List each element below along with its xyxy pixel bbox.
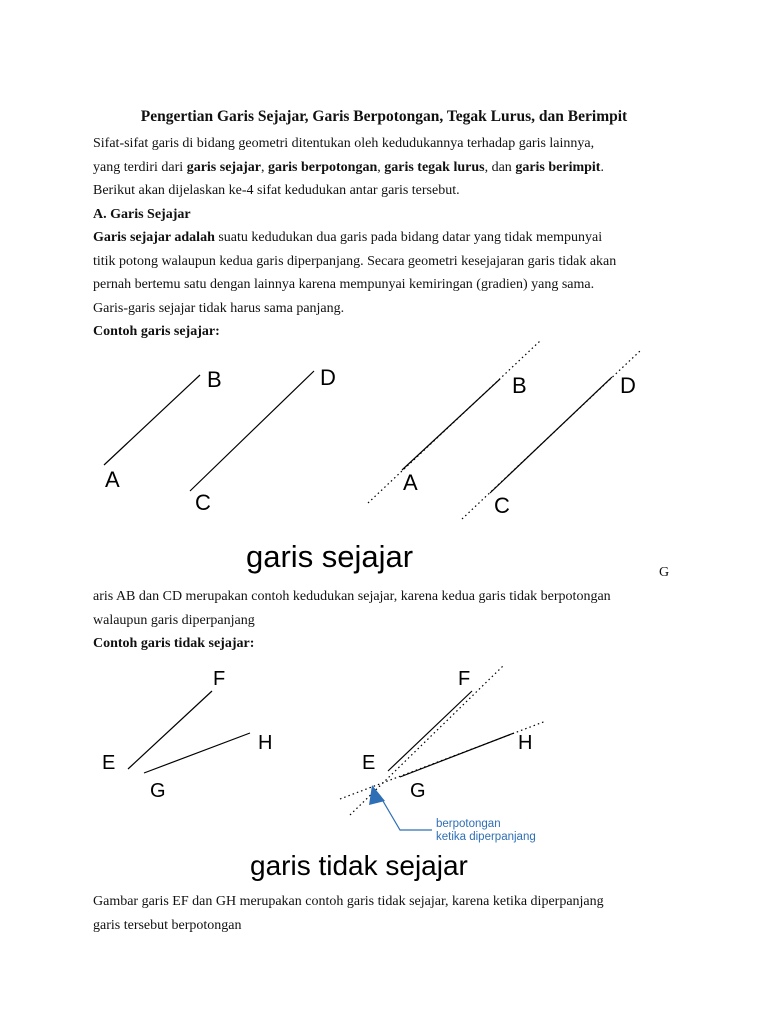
label-h: H [518, 732, 533, 754]
figure-caption: garis tidak sejajar [250, 850, 468, 881]
term-garis-sejajar: garis sejajar [186, 159, 261, 175]
term-garis-tegak-lurus: garis tegak lurus [384, 159, 485, 175]
arrow-head-icon [369, 785, 385, 805]
label-b: B [512, 373, 527, 398]
line-gh-solid [400, 733, 514, 777]
label-h: H [258, 732, 273, 754]
label-d: D [320, 365, 336, 390]
label-f: F [213, 668, 226, 690]
label-a: A [105, 467, 120, 492]
line-ef [128, 691, 212, 769]
example-parallel-label: Contoh garis sejajar: [93, 324, 220, 339]
line-ab [104, 375, 200, 465]
definition-bold: Garis sejajar adalah [93, 230, 215, 245]
definition-line-3: pernah bertemu satu dengan lainnya karena mempunyai kemiringan (gradien) yang sama. [93, 277, 595, 292]
figure-nonparallel-lines [0, 655, 768, 885]
figure-parallel-lines [0, 335, 768, 580]
label-e: E [102, 752, 116, 774]
explanation-line-1: aris AB dan CD merupakan contoh kedudukan sejajar, karena kedua garis tidak berpotongan [93, 589, 611, 604]
explanation-line-2: garis tersebut berpotongan [93, 917, 242, 933]
definition-rest: suatu kedudukan dua garis pada bidang datar yang tidak mempunyai [214, 230, 603, 245]
label-d: D [620, 373, 636, 398]
annotation-line-1: berpotongan [436, 818, 501, 830]
example-nonparallel-label: Contoh garis tidak sejajar: [93, 636, 255, 651]
line-cd-solid [490, 377, 612, 493]
label-g: G [410, 780, 426, 802]
intro-sep: , [377, 159, 385, 175]
intro-line-2 [93, 156, 683, 180]
line-ef-solid [388, 691, 472, 771]
label-c: C [494, 493, 510, 518]
intro-sep: , [260, 159, 268, 175]
term-garis-berpotongan: garis berpotongan [267, 159, 378, 175]
intro-end: . [600, 159, 604, 175]
explanation-nonparallel [93, 890, 683, 937]
intro-paragraph [93, 132, 683, 344]
page-title: Pengertian Garis Sejajar, Garis Berpotongan, Tegak Lurus, dan Berimpit [140, 108, 628, 125]
label-g: G [150, 780, 166, 802]
label-e: E [362, 752, 376, 774]
explanation-parallel [93, 585, 683, 656]
intro-line-1: Sifat-sifat garis di bidang geometri ditentukan oleh kedudukannya terhadap garis lainnya, [93, 136, 595, 151]
term-garis-berimpit: garis berimpit [515, 159, 601, 175]
label-c: C [195, 490, 211, 515]
explanation-line-1: Gambar garis EF dan GH merupakan contoh garis tidak sejajar, karena ketika diperpanjang [93, 894, 604, 909]
figure-caption: garis sejajar [246, 539, 414, 574]
label-a: A [403, 470, 418, 495]
stray-letter: G [659, 565, 670, 580]
section-heading: A. Garis Sejajar [93, 206, 191, 222]
definition-line-1 [93, 226, 683, 250]
line-ab-solid [402, 379, 500, 470]
label-f: F [458, 668, 471, 690]
explanation-line-2: walaupun garis diperpanjang [93, 612, 255, 628]
intro-line-3: Berikut akan dijelaskan ke-4 sifat kedudukan antar garis tersebut. [93, 183, 460, 198]
annotation-line-2: ketika diperpanjang [436, 831, 536, 843]
definition-line-4: Garis-garis sejajar tidak harus sama panjang. [93, 300, 345, 316]
definition-line-2: titik potong walaupun kedua garis diperpanjang. Secara geometri kesejajaran garis tidak akan [93, 253, 617, 269]
intro-sep: , dan [484, 159, 516, 175]
label-b: B [207, 367, 222, 392]
intro-text: yang terdiri dari [93, 159, 187, 175]
